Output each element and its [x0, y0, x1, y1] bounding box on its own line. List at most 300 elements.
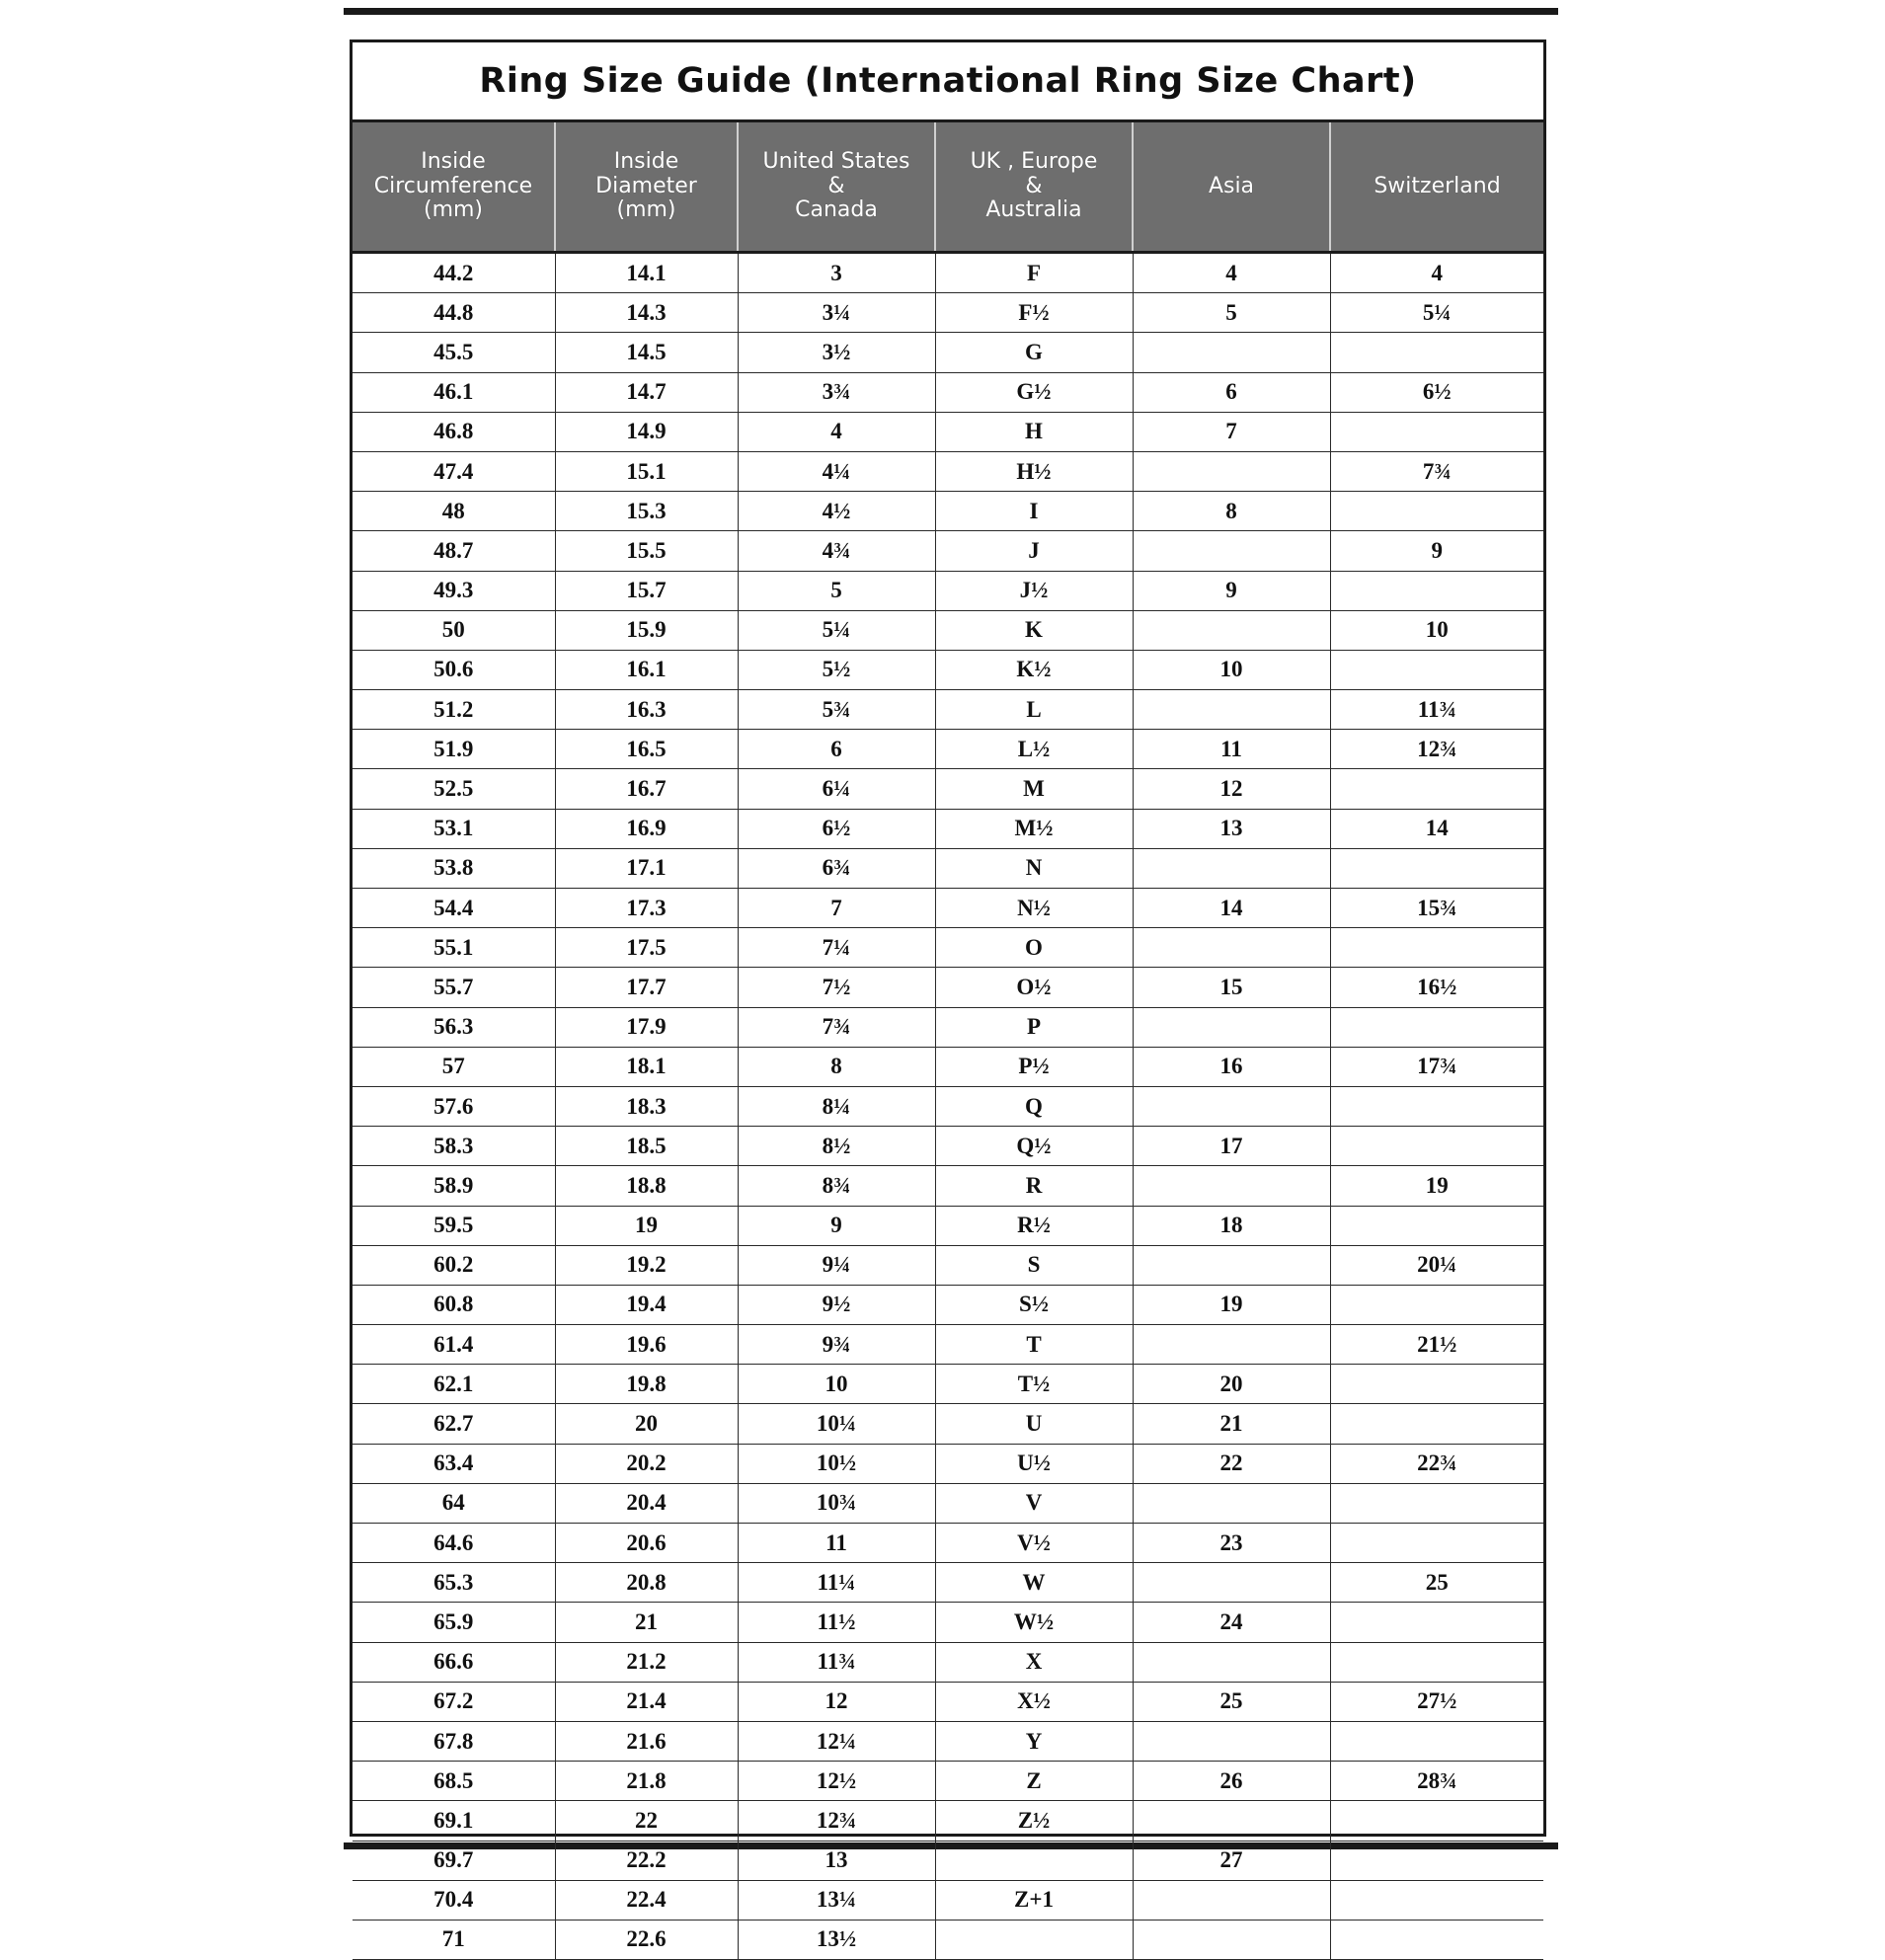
table-cell [1133, 333, 1330, 372]
chart-frame [350, 39, 1546, 1952]
table-cell: 3¼ [738, 293, 935, 333]
table-cell: 6 [1133, 372, 1330, 412]
table-cell: J½ [935, 571, 1133, 610]
table-cell: 6½ [1330, 372, 1543, 412]
table-row [353, 1127, 1543, 1166]
table-cell: 48.7 [353, 531, 555, 571]
table-cell: 16.1 [555, 650, 738, 689]
table-cell: 58.3 [353, 1127, 555, 1166]
table-cell: 7 [738, 889, 935, 928]
header-line: Circumference [373, 173, 533, 198]
table-cell [1330, 1841, 1543, 1880]
table-row [353, 769, 1543, 809]
header-line: Australia [985, 197, 1082, 223]
table-cell [1133, 1245, 1330, 1285]
table-cell: 54.4 [353, 889, 555, 928]
table-row [353, 1047, 1543, 1086]
table-cell: O½ [935, 968, 1133, 1007]
table-row [353, 1285, 1543, 1324]
table-cell: 13½ [738, 1920, 935, 1959]
table-cell: L [935, 690, 1133, 730]
table-cell: 69.7 [353, 1841, 555, 1880]
table-cell: 12½ [738, 1762, 935, 1801]
table-cell: 25 [1330, 1563, 1543, 1603]
table-cell [1133, 1880, 1330, 1920]
table-cell [1133, 690, 1330, 730]
column-header-uk-europe-australia [935, 122, 1133, 253]
table-row [353, 412, 1543, 451]
table-cell: X½ [935, 1682, 1133, 1721]
table-row [353, 1245, 1543, 1285]
table-cell: 26 [1133, 1762, 1330, 1801]
table-cell: Z+1 [935, 1880, 1133, 1920]
table-cell: 22.4 [555, 1880, 738, 1920]
table-cell: 51.2 [353, 690, 555, 730]
table-cell: 18.1 [555, 1047, 738, 1086]
table-cell: O [935, 928, 1133, 968]
table-cell: 20.6 [555, 1524, 738, 1563]
table-cell: 6 [738, 730, 935, 769]
table-row [353, 730, 1543, 769]
table-cell: 7¾ [738, 1007, 935, 1047]
table-cell: F½ [935, 293, 1133, 333]
table-cell: 46.1 [353, 372, 555, 412]
table-cell: 5¾ [738, 690, 935, 730]
table-cell: 15¾ [1330, 889, 1543, 928]
table-cell: W [935, 1563, 1133, 1603]
table-cell: 13¼ [738, 1880, 935, 1920]
table-cell: 4 [1133, 253, 1330, 293]
table-row [353, 809, 1543, 848]
table-cell: 8¾ [738, 1166, 935, 1206]
table-cell: 20.2 [555, 1444, 738, 1483]
table-cell: 20 [1133, 1365, 1330, 1404]
table-row [353, 1086, 1543, 1126]
table-cell: 64 [353, 1483, 555, 1523]
table-cell: S½ [935, 1285, 1133, 1324]
table-cell [1330, 333, 1543, 372]
table-cell: 4 [1330, 253, 1543, 293]
table-cell: 44.2 [353, 253, 555, 293]
table-cell: X [935, 1642, 1133, 1682]
table-row [353, 333, 1543, 372]
table-cell: 11¼ [738, 1563, 935, 1603]
table-row [353, 1563, 1543, 1603]
header-line: United States [762, 149, 910, 175]
table-cell: 14 [1330, 809, 1543, 848]
table-row [353, 1920, 1543, 1959]
table-cell: Z [935, 1762, 1133, 1801]
table-cell: 10¼ [738, 1404, 935, 1444]
table-cell: 17.9 [555, 1007, 738, 1047]
table-row [353, 571, 1543, 610]
table-cell: 66.6 [353, 1642, 555, 1682]
table-cell: 19 [1330, 1166, 1543, 1206]
table-row [353, 650, 1543, 689]
table-cell: 50.6 [353, 650, 555, 689]
table-cell: 15.1 [555, 451, 738, 491]
table-cell: 19.8 [555, 1365, 738, 1404]
header-line: Canada [795, 197, 878, 223]
table-cell: 20 [555, 1404, 738, 1444]
table-cell: 14.3 [555, 293, 738, 333]
table-cell: 12 [1133, 769, 1330, 809]
table-cell: G [935, 333, 1133, 372]
table-cell: 18.3 [555, 1086, 738, 1126]
table-cell: 62.7 [353, 1404, 555, 1444]
table-cell: 28¾ [1330, 1762, 1543, 1801]
table-row [353, 293, 1543, 333]
table-cell: I [935, 492, 1133, 531]
table-cell: 18.5 [555, 1127, 738, 1166]
table-row [353, 1762, 1543, 1801]
table-cell [935, 1841, 1133, 1880]
table-cell [1133, 1325, 1330, 1365]
table-cell: 5 [1133, 293, 1330, 333]
table-cell: 27 [1133, 1841, 1330, 1880]
table-cell: 17.1 [555, 848, 738, 888]
table-cell: 21.8 [555, 1762, 738, 1801]
table-cell: 53.8 [353, 848, 555, 888]
table-row [353, 1007, 1543, 1047]
table-cell: 15.9 [555, 610, 738, 650]
table-cell [1330, 1404, 1543, 1444]
table-cell: 13 [738, 1841, 935, 1880]
table-cell: 6¾ [738, 848, 935, 888]
table-cell: 57.6 [353, 1086, 555, 1126]
table-cell: 59.5 [353, 1206, 555, 1245]
table-cell: 6¼ [738, 769, 935, 809]
table-cell: 12¾ [738, 1801, 935, 1841]
table-cell: 4½ [738, 492, 935, 531]
table-row [353, 968, 1543, 1007]
table-cell: 9 [1133, 571, 1330, 610]
table-row [353, 1166, 1543, 1206]
table-cell: 21 [555, 1603, 738, 1642]
table-cell: Q½ [935, 1127, 1133, 1166]
table-cell: 15.7 [555, 571, 738, 610]
table-cell: W½ [935, 1603, 1133, 1642]
table-cell: 45.5 [353, 333, 555, 372]
table-cell [1330, 1285, 1543, 1324]
table-cell: 51.9 [353, 730, 555, 769]
table-cell: 58.9 [353, 1166, 555, 1206]
table-cell: 18.8 [555, 1166, 738, 1206]
table-cell [1330, 1007, 1543, 1047]
table-cell: 67.8 [353, 1721, 555, 1761]
table-cell: 20.4 [555, 1483, 738, 1523]
table-cell: 8 [738, 1047, 935, 1086]
table-cell: 19.4 [555, 1285, 738, 1324]
table-cell: U½ [935, 1444, 1133, 1483]
table-cell: 19.2 [555, 1245, 738, 1285]
table-cell: P½ [935, 1047, 1133, 1086]
table-cell: S [935, 1245, 1133, 1285]
table-cell [1330, 1801, 1543, 1841]
table-cell [1330, 848, 1543, 888]
table-cell: 5¼ [1330, 293, 1543, 333]
table-cell: 48 [353, 492, 555, 531]
table-row [353, 1444, 1543, 1483]
table-cell: M [935, 769, 1133, 809]
table-cell [1133, 1563, 1330, 1603]
header-line: Asia [1208, 173, 1255, 198]
table-row [353, 928, 1543, 968]
table-cell: 22 [555, 1801, 738, 1841]
table-cell: 14.1 [555, 253, 738, 293]
table-row [353, 1603, 1543, 1642]
table-cell: K [935, 610, 1133, 650]
table-cell: 65.3 [353, 1563, 555, 1603]
table-row [353, 1721, 1543, 1761]
header-line: (mm) [616, 197, 676, 223]
table-row [353, 1404, 1543, 1444]
table-cell [1133, 610, 1330, 650]
table-cell: 5¼ [738, 610, 935, 650]
table-cell: L½ [935, 730, 1133, 769]
table-cell: 7 [1133, 412, 1330, 451]
table-cell: 22.2 [555, 1841, 738, 1880]
table-cell: N½ [935, 889, 1133, 928]
table-cell: 7½ [738, 968, 935, 1007]
header-line: & [827, 173, 845, 198]
table-cell: 19 [555, 1206, 738, 1245]
table-cell: 20.8 [555, 1563, 738, 1603]
table-cell: H [935, 412, 1133, 451]
table-cell: 10 [738, 1365, 935, 1404]
table-cell: 15.3 [555, 492, 738, 531]
table-cell [1330, 1721, 1543, 1761]
table-cell: 6½ [738, 809, 935, 848]
table-row [353, 1365, 1543, 1404]
table-cell: R½ [935, 1206, 1133, 1245]
table-cell: 16.3 [555, 690, 738, 730]
table-cell: 19.6 [555, 1325, 738, 1365]
table-cell: 63.4 [353, 1444, 555, 1483]
table-cell [1133, 848, 1330, 888]
table-cell [1133, 1642, 1330, 1682]
table-cell: 21.4 [555, 1682, 738, 1721]
table-cell: 12 [738, 1682, 935, 1721]
table-cell: 17.5 [555, 928, 738, 968]
table-cell: 4¾ [738, 531, 935, 571]
table-cell: T [935, 1325, 1133, 1365]
table-cell: 65.9 [353, 1603, 555, 1642]
table-cell: 15.5 [555, 531, 738, 571]
table-cell: V [935, 1483, 1133, 1523]
table-row [353, 610, 1543, 650]
table-cell [1133, 1086, 1330, 1126]
header-line: Switzerland [1374, 173, 1501, 198]
table-cell: 3 [738, 253, 935, 293]
table-cell [1133, 531, 1330, 571]
table-cell: Y [935, 1721, 1133, 1761]
table-cell [1330, 1642, 1543, 1682]
table-cell: 22¾ [1330, 1444, 1543, 1483]
table-cell: 55.1 [353, 928, 555, 968]
table-cell: 7¼ [738, 928, 935, 968]
table-header-row [353, 122, 1543, 253]
table-cell: 16 [1133, 1047, 1330, 1086]
table-cell [935, 1920, 1133, 1959]
table-cell: 4 [738, 412, 935, 451]
table-row [353, 451, 1543, 491]
table-cell: 14.9 [555, 412, 738, 451]
table-cell: 21.6 [555, 1721, 738, 1761]
table-cell [1133, 1920, 1330, 1959]
table-cell: 67.2 [353, 1682, 555, 1721]
table-cell: 17.7 [555, 968, 738, 1007]
table-cell: 17 [1133, 1127, 1330, 1166]
table-cell: 10 [1133, 650, 1330, 689]
table-cell [1330, 1880, 1543, 1920]
table-cell: 11 [738, 1524, 935, 1563]
table-cell: 8½ [738, 1127, 935, 1166]
table-cell: 16.7 [555, 769, 738, 809]
table-cell: 21 [1133, 1404, 1330, 1444]
table-cell [1133, 928, 1330, 968]
table-row [353, 848, 1543, 888]
table-cell [1330, 1086, 1543, 1126]
table-cell: 11½ [738, 1603, 935, 1642]
table-cell: Q [935, 1086, 1133, 1126]
column-header-asia [1133, 122, 1330, 253]
table-row [353, 1483, 1543, 1523]
table-cell: 4¼ [738, 451, 935, 491]
table-cell: 3½ [738, 333, 935, 372]
table-row [353, 690, 1543, 730]
table-cell: 23 [1133, 1524, 1330, 1563]
table-row [353, 531, 1543, 571]
table-cell: 71 [353, 1920, 555, 1959]
table-cell: 10 [1330, 610, 1543, 650]
table-row [353, 1880, 1543, 1920]
table-cell [1330, 1365, 1543, 1404]
table-cell: 47.4 [353, 451, 555, 491]
table-cell: 15 [1133, 968, 1330, 1007]
table-cell: N [935, 848, 1133, 888]
table-cell: 70.4 [353, 1880, 555, 1920]
table-row [353, 1682, 1543, 1721]
table-cell [1133, 1166, 1330, 1206]
table-cell: 12¼ [738, 1721, 935, 1761]
table-cell [1330, 650, 1543, 689]
table-cell: 7¾ [1330, 451, 1543, 491]
table-body [353, 253, 1543, 1960]
column-header-inside-circumference [353, 122, 555, 253]
table-cell: 25 [1133, 1682, 1330, 1721]
table-cell: 53.1 [353, 809, 555, 848]
table-cell: 11 [1133, 730, 1330, 769]
table-cell: 49.3 [353, 571, 555, 610]
table-cell: J [935, 531, 1133, 571]
table-cell: 10½ [738, 1444, 935, 1483]
table-cell [1133, 1007, 1330, 1047]
table-cell: 22.6 [555, 1920, 738, 1959]
table-cell: 8¼ [738, 1086, 935, 1126]
table-cell: 10¾ [738, 1483, 935, 1523]
table-cell: G½ [935, 372, 1133, 412]
table-cell: 18 [1133, 1206, 1330, 1245]
table-cell: 9 [1330, 531, 1543, 571]
table-cell: 8 [1133, 492, 1330, 531]
column-header-us-canada [738, 122, 935, 253]
table-row [353, 372, 1543, 412]
ring-size-table [353, 122, 1543, 1960]
table-cell: 14.7 [555, 372, 738, 412]
table-row [353, 1801, 1543, 1841]
table-cell: P [935, 1007, 1133, 1047]
table-cell [1330, 1524, 1543, 1563]
table-row [353, 253, 1543, 293]
table-cell: 11¾ [1330, 690, 1543, 730]
header-line: Diameter [595, 173, 697, 198]
page-title: Ring Size Guide (International Ring Size Chart) [353, 42, 1543, 122]
table-cell: 14 [1133, 889, 1330, 928]
table-cell: 46.8 [353, 412, 555, 451]
table-cell: 9 [738, 1206, 935, 1245]
table-cell: 11¾ [738, 1642, 935, 1682]
table-cell [1330, 1127, 1543, 1166]
table-cell [1330, 412, 1543, 451]
table-cell: V½ [935, 1524, 1133, 1563]
table-cell: 12¾ [1330, 730, 1543, 769]
table-cell: 22 [1133, 1444, 1330, 1483]
table-cell: K½ [935, 650, 1133, 689]
table-cell [1330, 928, 1543, 968]
table-cell: 16.9 [555, 809, 738, 848]
table-cell [1330, 492, 1543, 531]
table-cell: 27½ [1330, 1682, 1543, 1721]
table-cell: R [935, 1166, 1133, 1206]
table-cell: 56.3 [353, 1007, 555, 1047]
table-cell [1133, 451, 1330, 491]
table-cell [1330, 1206, 1543, 1245]
table-cell: 24 [1133, 1603, 1330, 1642]
table-cell: 62.1 [353, 1365, 555, 1404]
table-cell: M½ [935, 809, 1133, 848]
table-cell: 21½ [1330, 1325, 1543, 1365]
header-line: & [1025, 173, 1043, 198]
table-row [353, 1642, 1543, 1682]
table-cell: 17.3 [555, 889, 738, 928]
table-cell: 64.6 [353, 1524, 555, 1563]
table-cell: 20¼ [1330, 1245, 1543, 1285]
table-cell [1330, 571, 1543, 610]
header-line: Inside [613, 149, 679, 175]
table-cell: 3¾ [738, 372, 935, 412]
table-cell: U [935, 1404, 1133, 1444]
header-line: UK , Europe [970, 149, 1098, 175]
table-cell: 9¾ [738, 1325, 935, 1365]
table-cell: 16½ [1330, 968, 1543, 1007]
table-cell: Z½ [935, 1801, 1133, 1841]
top-rule [344, 8, 1558, 15]
table-cell: 60.8 [353, 1285, 555, 1324]
header-line: (mm) [423, 197, 484, 223]
header-line: Inside [421, 149, 486, 175]
table-cell: 60.2 [353, 1245, 555, 1285]
table-cell: 9½ [738, 1285, 935, 1324]
table-row [353, 1524, 1543, 1563]
table-cell: 21.2 [555, 1642, 738, 1682]
table-cell: 17¾ [1330, 1047, 1543, 1086]
table-cell: 52.5 [353, 769, 555, 809]
table-row [353, 1206, 1543, 1245]
table-cell: 19 [1133, 1285, 1330, 1324]
table-cell [1330, 1483, 1543, 1523]
table-cell [1133, 1721, 1330, 1761]
